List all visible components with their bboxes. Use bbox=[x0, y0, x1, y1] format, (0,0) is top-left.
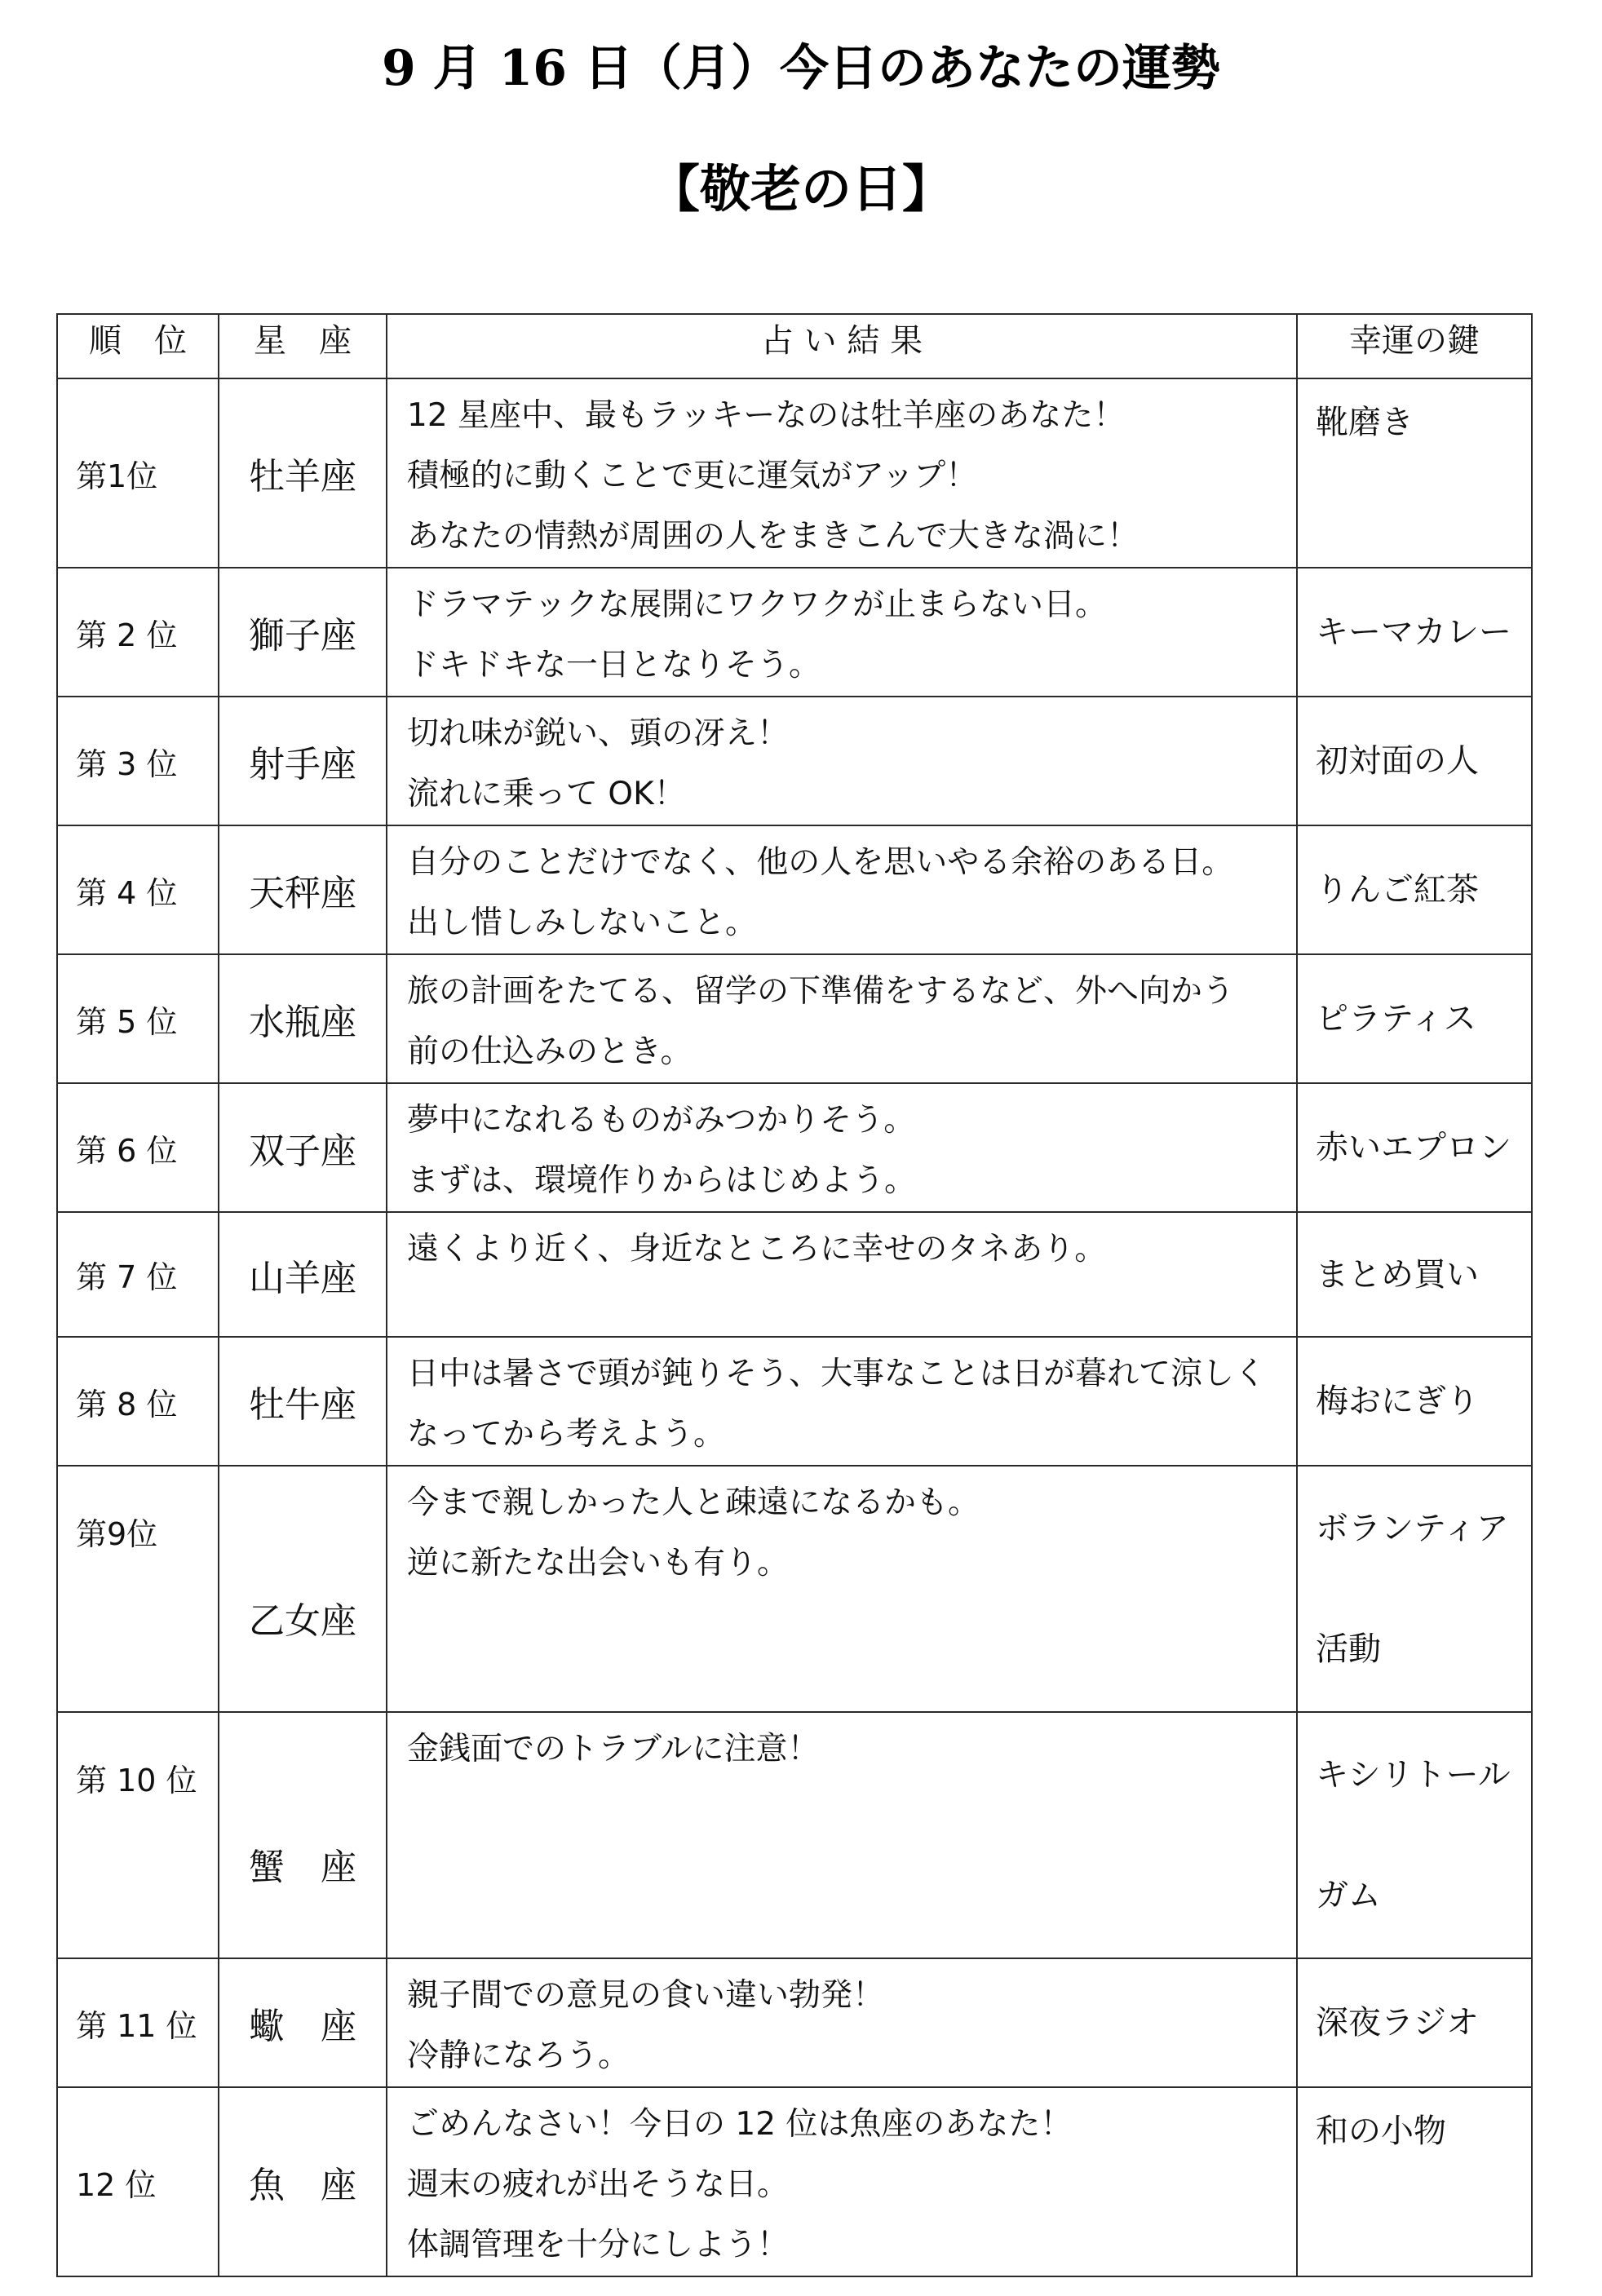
result-cell bbox=[387, 1337, 1297, 1466]
result-line: 旅の計画をたてる、留学の下準備をするなど、外へ向かう bbox=[407, 973, 1235, 1010]
result-cell bbox=[387, 697, 1297, 825]
lucky-key-cell bbox=[1297, 1712, 1532, 1958]
lucky-key-cell bbox=[1297, 568, 1532, 697]
table-header-row bbox=[57, 314, 1532, 378]
result-cell bbox=[387, 825, 1297, 954]
result-line: ごめんなさい！今日の 12 位は魚座のあなた！ bbox=[407, 2106, 1073, 2143]
result-line: 12 星座中、最もラッキーなのは牡羊座のあなた！ bbox=[407, 397, 1126, 434]
rank-cell: 第9位 bbox=[57, 1466, 219, 1712]
result-line: あなたの情熱が周囲の人をまきこんで大きな渦に！ bbox=[407, 518, 1140, 555]
rank-cell: 第 10 位 bbox=[57, 1712, 219, 1958]
rank-cell: 第 4 位 bbox=[57, 825, 219, 954]
lucky-key-line: 赤いエプロン bbox=[1316, 1129, 1511, 1166]
rank-cell: 第 6 位 bbox=[57, 1083, 219, 1212]
result-line: 今まで親しかった人と疎遠になるかも。 bbox=[407, 1484, 980, 1521]
rank-cell: 第 5 位 bbox=[57, 954, 219, 1083]
lucky-key-cell bbox=[1297, 1958, 1532, 2087]
lucky-key-line: まとめ買い bbox=[1316, 1255, 1479, 1294]
lucky-key-cell bbox=[1297, 954, 1532, 1083]
sign-cell: 獅子座 bbox=[219, 568, 387, 697]
result-line: なってから考えよう。 bbox=[407, 1416, 726, 1453]
table-row bbox=[57, 1083, 1532, 1212]
rank-cell: 第 8 位 bbox=[57, 1337, 219, 1466]
sign-cell: 天秤座 bbox=[219, 825, 387, 954]
table-row bbox=[57, 954, 1532, 1083]
rank-cell: 第 7 位 bbox=[57, 1212, 219, 1337]
lucky-key-line: ガム bbox=[1316, 1877, 1381, 1914]
sign-cell: 魚 座 bbox=[219, 2087, 387, 2276]
result-cell bbox=[387, 1466, 1297, 1712]
result-cell bbox=[387, 1212, 1297, 1337]
sign-cell: 牡牛座 bbox=[219, 1337, 387, 1466]
result-line: 夢中になれるものがみつかりそう。 bbox=[407, 1102, 916, 1139]
column-header-rank: 順 位 bbox=[57, 314, 219, 378]
lucky-key-cell bbox=[1297, 2087, 1532, 2276]
result-line: 体調管理を十分にしよう！ bbox=[407, 2227, 790, 2263]
lucky-key-line: ピラティス bbox=[1316, 1000, 1476, 1037]
table-row bbox=[57, 568, 1532, 697]
lucky-key-cell bbox=[1297, 1337, 1532, 1466]
result-cell bbox=[387, 1958, 1297, 2087]
lucky-key-cell bbox=[1297, 697, 1532, 825]
rank-cell: 第1位 bbox=[57, 378, 219, 568]
lucky-key-line: 和の小物 bbox=[1316, 2112, 1446, 2150]
result-line: 日中は暑さで頭が鈍りそう、大事なことは日が暮れて涼しく bbox=[407, 1356, 1267, 1392]
result-line: 冷静になろう。 bbox=[407, 2037, 631, 2074]
result-cell bbox=[387, 1712, 1297, 1958]
result-cell bbox=[387, 1083, 1297, 1212]
table-row bbox=[57, 697, 1532, 825]
result-cell bbox=[387, 568, 1297, 697]
table-row bbox=[57, 1337, 1532, 1466]
result-line: 遠くより近く、身近なところに幸せのタネあり。 bbox=[407, 1231, 1107, 1267]
sign-cell: 蟹 座 bbox=[219, 1712, 387, 1958]
lucky-key-cell bbox=[1297, 1466, 1532, 1712]
lucky-key-cell bbox=[1297, 1212, 1532, 1337]
lucky-key-cell bbox=[1297, 378, 1532, 568]
table-row bbox=[57, 825, 1532, 954]
result-line: 流れに乗って OK！ bbox=[407, 776, 686, 812]
sign-cell: 射手座 bbox=[219, 697, 387, 825]
lucky-key-line: キーマカレー bbox=[1316, 613, 1511, 651]
lucky-key-line: ボランティア bbox=[1316, 1510, 1509, 1547]
lucky-key-line: キシリトール bbox=[1316, 1756, 1511, 1794]
sign-cell: 乙女座 bbox=[219, 1466, 387, 1712]
rank-cell: 12 位 bbox=[57, 2087, 219, 2276]
result-line: 出し惜しみしないこと。 bbox=[407, 905, 758, 941]
sign-cell: 山羊座 bbox=[219, 1212, 387, 1337]
table-row bbox=[57, 1958, 1532, 2087]
result-line: 週末の疲れが出そうな日。 bbox=[407, 2166, 790, 2203]
table-row bbox=[57, 1466, 1532, 1712]
result-line: 切れ味が鋭い、頭の冴え！ bbox=[407, 715, 790, 752]
rank-cell: 第 2 位 bbox=[57, 568, 219, 697]
table-row bbox=[57, 378, 1532, 568]
column-header-key: 幸運の鍵 bbox=[1297, 314, 1532, 378]
rank-cell: 第 11 位 bbox=[57, 1958, 219, 2087]
result-line: 前の仕込みのとき。 bbox=[407, 1033, 693, 1070]
result-cell bbox=[387, 378, 1297, 568]
lucky-key-cell bbox=[1297, 1083, 1532, 1212]
sign-cell: 蠍 座 bbox=[219, 1958, 387, 2087]
result-line: ドキドキな一日となりそう。 bbox=[407, 647, 821, 683]
sign-cell: 牡羊座 bbox=[219, 378, 387, 568]
table-body bbox=[57, 378, 1532, 2276]
column-header-sign: 星 座 bbox=[219, 314, 387, 378]
page-title: 9 月 16 日（月）今日のあなたの運勢 bbox=[382, 40, 1220, 97]
sign-cell: 水瓶座 bbox=[219, 954, 387, 1083]
result-line: 親子間での意見の食い違い勃発！ bbox=[407, 1977, 885, 2014]
sign-cell: 双子座 bbox=[219, 1083, 387, 1212]
lucky-key-line: 靴磨き bbox=[1316, 404, 1414, 441]
result-line: 自分のことだけでなく、他の人を思いやる余裕のある日。 bbox=[407, 844, 1234, 881]
lucky-key-line: 初対面の人 bbox=[1316, 742, 1479, 780]
result-line: 積極的に動くことで更に運気がアップ！ bbox=[407, 458, 978, 494]
result-line: 逆に新たな出会いも有り。 bbox=[407, 1545, 790, 1582]
page-subtitle: 【敬老の日】 bbox=[648, 159, 953, 219]
lucky-key-cell bbox=[1297, 825, 1532, 954]
result-line: 金銭面でのトラブルに注意！ bbox=[407, 1731, 820, 1767]
lucky-key-line: りんご紅茶 bbox=[1316, 871, 1479, 909]
lucky-key-line: 活動 bbox=[1316, 1630, 1381, 1668]
rank-cell: 第 3 位 bbox=[57, 697, 219, 825]
table-row bbox=[57, 1712, 1532, 1958]
column-header-result: 占 い 結 果 bbox=[387, 314, 1297, 378]
lucky-key-line: 深夜ラジオ bbox=[1316, 2004, 1479, 2042]
result-cell bbox=[387, 954, 1297, 1083]
result-line: ドラマテックな展開にワクワクが止まらない日。 bbox=[407, 586, 1108, 623]
fortune-table bbox=[56, 313, 1533, 2277]
result-line: まずは、環境作りからはじめよう。 bbox=[407, 1162, 917, 1199]
table-row bbox=[57, 2087, 1532, 2276]
lucky-key-line: 梅おにぎり bbox=[1316, 1382, 1479, 1420]
table-row bbox=[57, 1212, 1532, 1337]
result-cell bbox=[387, 2087, 1297, 2276]
